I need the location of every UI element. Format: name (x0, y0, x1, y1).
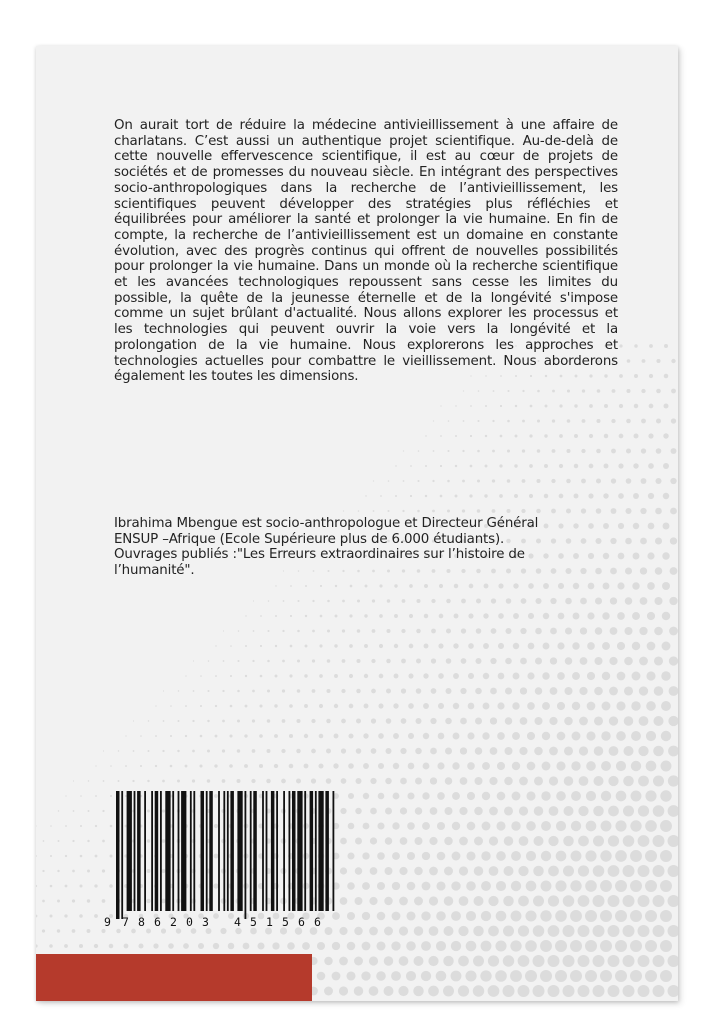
isbn-digit: 8 (138, 915, 145, 929)
isbn-barcode (104, 791, 342, 936)
isbn-digit: 3 (202, 915, 209, 929)
isbn-digit: 1 (266, 915, 273, 929)
author-bio (114, 516, 634, 579)
isbn-digit: 0 (186, 915, 193, 929)
isbn-digit: 9 (104, 915, 111, 929)
author-bio-line: Ouvrages publiés :"Les Erreurs extraordinaires sur l’histoire de (114, 547, 525, 563)
isbn-digit: 6 (314, 915, 321, 929)
author-bio-line: ENSUP –Afrique (Ecole Supérieure plus de 6.000 étudiants). (114, 531, 505, 547)
author-bio-line: Ibrahima Mbengue est socio-anthropologue et Directeur Général (114, 516, 539, 531)
isbn-digit: 6 (154, 915, 161, 929)
isbn-digit: 5 (282, 915, 289, 929)
author-bio-line: l’humanité". (114, 563, 195, 579)
isbn-number (104, 915, 342, 929)
blurb-text: On aurait tort de réduire la médecine antivieillissement à une affaire de charlatans. C’est aussi un authentique projet scientifique. Au-de-delà de cette nouvelle effervescence scientifique, il est au cœur de projets de sociétés et de promesses du nouveau siècle. En intégrant des perspectives socio-anthropologiques dans la recherche de l’antivieillissement, les scientifiques peuvent développer des stratégies plus réfléchies et équilibrées pour améliorer la santé et prolonger la vie humaine. En fin de compte, la recherche de l’antivieillissement est un domaine en constante évolution, avec des progrès continus qui offrent de nouvelles possibilités pour prolonger la vie humaine. Dans un monde où la recherche scientifique et les avancées technologiques repoussent sans cesse les limites du possible, la quête de la jeunesse éternelle et de la longévité s'impose comme un sujet brûlant d'actualité. Nous allons explorer les processus et les technologies qui peuvent ouvrir la voie vers la longévité et la prolongation de la vie humaine. Nous explorerons les approches et technologies actuelles pour combattre le vieillissement. Nous aborderons également les toutes les dimensions. (114, 118, 618, 385)
isbn-digit: 4 (234, 915, 241, 929)
barcode-bars (112, 791, 342, 921)
isbn-digit: 5 (250, 915, 257, 929)
accent-band (36, 954, 312, 1001)
book-back-cover (36, 46, 678, 1001)
isbn-digit: 7 (122, 915, 129, 929)
isbn-digit: 6 (298, 915, 305, 929)
isbn-digit: 2 (170, 915, 177, 929)
